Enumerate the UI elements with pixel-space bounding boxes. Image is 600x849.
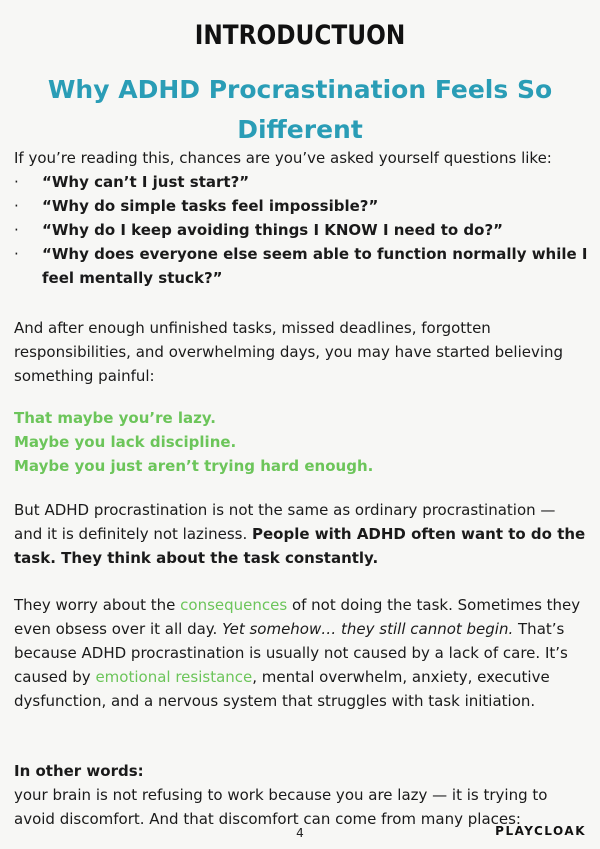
highlight-line: That maybe you’re lazy. (14, 409, 216, 427)
paragraph-text: your brain is not refusing to work because you are lazy — it is trying to avoid discomfort. And that discomfort can come from many places: (14, 786, 548, 828)
paragraph-text: That’s because ADHD procrastination is usually not caused by a lack of care. It’s caused by (14, 620, 568, 686)
page-number: 4 (296, 826, 304, 840)
paragraph-summary (14, 759, 588, 831)
intro-paragraph: If you’re reading this, chances are you’ve asked yourself questions like: (14, 149, 552, 167)
paragraph-text: of not doing the task. Sometimes they even obsess over it all day. (14, 596, 581, 638)
paragraph-cause (14, 593, 588, 713)
emotional-resistance-highlight: emotional resistance (95, 668, 253, 686)
chapter-subtitle: Why ADHD Procrastination Feels So Different (47, 75, 553, 144)
list-item: · “Why does everyone else seem able to function normally while I feel mentally stuck?” (14, 242, 588, 290)
paragraph-text: They worry about the (14, 596, 181, 614)
paragraph-not-laziness (14, 498, 588, 570)
highlight-line: Maybe you lack discipline. (14, 433, 237, 451)
paragraph-text: , mental overwhelm, anxiety, executive dysfunction, and a nervous system that struggles with task initiation. (14, 668, 550, 710)
highlighted-beliefs (14, 406, 588, 478)
emphasis-text: People with ADHD often want to do the task. They think about the task constantly. (14, 525, 586, 567)
section-heading: INTRODUCTUON (194, 20, 406, 51)
list-item: · “Why do simple tasks feel impossible?” (14, 194, 588, 218)
question-list (14, 170, 588, 290)
list-item: · “Why do I keep avoiding things I KNOW I need to do?” (14, 218, 588, 242)
brand-logo: PLAYCLOAK (495, 824, 586, 838)
paragraph-text: But ADHD procrastination is not the same as ordinary procrastination — and it is definitely not laziness. (14, 501, 556, 543)
list-item: · “Why can’t I just start?” (14, 170, 588, 194)
highlight-line: Maybe you just aren’t trying hard enough. (14, 457, 374, 475)
summary-label: In other words: (14, 762, 144, 780)
consequences-highlight: consequences (180, 596, 288, 614)
italic-text: Yet somehow… they still cannot begin. (222, 620, 514, 638)
paragraph-belief: And after enough unfinished tasks, missed deadlines, forgotten responsibilities, and overwhelming days, you may have started believing something painful: (14, 319, 564, 385)
